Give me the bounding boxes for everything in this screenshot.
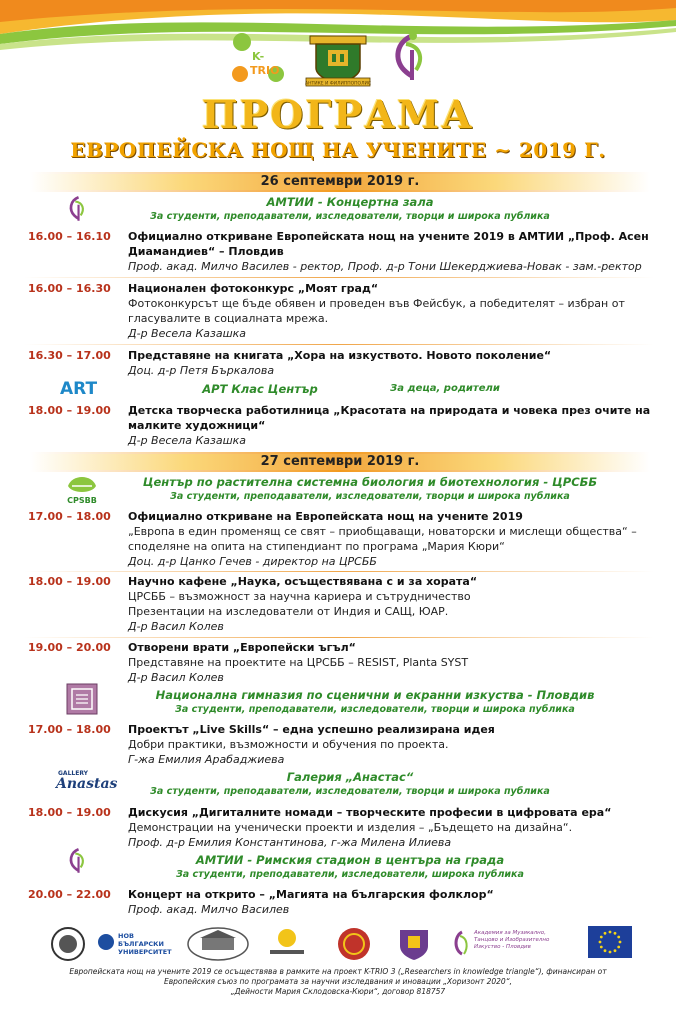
event-description: Представяне на проектите на ЦРСББ – RESIST, Planta SYST — [128, 656, 469, 669]
event-presenter: Проф. акад. Милчо Василев - ректор, Проф. д-р Тони Шекерджиева-Новак - зам.-ректор — [128, 260, 642, 273]
footer-logos — [40, 926, 640, 966]
event-time: 18.00 – 19.00 — [28, 575, 111, 588]
event-block — [128, 574, 658, 634]
event-title: Национален фотоконкурс „Моят град“ — [128, 282, 379, 295]
plovdiv-coat-of-arms — [302, 32, 374, 88]
svg-text:НОВ: НОВ — [118, 932, 134, 940]
event-block — [128, 348, 658, 378]
university-logo — [262, 926, 312, 966]
event-title: Представяне на книгата „Хора на изкуството. Новото поколение“ — [128, 349, 552, 362]
event-presenter: Проф. д-р Емилия Константинова, г-жа Милена Илиева — [128, 836, 452, 849]
funding-note-line-3: „Дейности Мария Склодовска-Кюри“, договор 818757 — [230, 987, 446, 996]
event-title: Проектът „Live Skills“ – една успешно реализирана идея — [128, 723, 495, 736]
event-presenter: Д-р Весела Казашка — [128, 434, 247, 447]
svg-text:ART: ART — [60, 379, 98, 399]
event-presenter: Д-р Васил Колев — [128, 671, 224, 684]
event-title: Научно кафене „Наука, осъществявана с и за хората“ — [128, 575, 478, 588]
event-title: Отворени врати „Европейски ъгъл“ — [128, 641, 356, 654]
k-trio-logo — [228, 30, 288, 86]
event-block — [128, 509, 658, 569]
event-presenter: Доц. д-р Цанко Гечев - директор на ЦРСББ — [128, 555, 377, 568]
event-description: „Европа в един променящ се свят – приобщаващи, новаторски и мислещи общества“ – споделяне на опита на стипендиант по програма „Мария Кюри“ — [128, 525, 637, 553]
event-block — [128, 805, 658, 850]
funding-note — [30, 967, 646, 997]
event-time: 19.00 – 20.00 — [28, 641, 111, 654]
header-logos — [0, 30, 676, 90]
event-title: Детска творческа работилница „Красотата на природата и човека през очите на малките художници“ — [128, 404, 651, 432]
venue-audience: За студенти, преподаватели, изследователи, широка публика — [176, 869, 524, 880]
venue-title: Галерия „Анастас“ — [286, 770, 414, 784]
day-1-date-bar: 26 септември 2019 г. — [30, 172, 650, 192]
cpsbb-logo — [62, 472, 102, 510]
venue-audience: За студенти, преподаватели, изследователи, творци и широка публика — [150, 211, 550, 222]
event-block — [128, 229, 658, 274]
amtii-logo — [386, 30, 436, 86]
venue-audience: За студенти, преподаватели, изследователи, творци и широка публика — [175, 704, 575, 715]
event-presenter: Г-жа Емилия Арабаджиева — [128, 753, 285, 766]
shield-logo — [396, 926, 432, 966]
event-description: ЦРСББ – възможност за научна кариера и сътрудничество — [128, 590, 471, 603]
separator — [24, 637, 654, 638]
venue-title: Национална гимназия по сценични и екранни изкуства - Пловдив — [155, 688, 595, 702]
eu-flag-logo — [588, 926, 632, 962]
event-block — [128, 887, 658, 917]
venue-title: АРТ Клас Център — [202, 382, 318, 396]
ngsei-logo — [66, 683, 98, 719]
svg-text:CPSBB: CPSBB — [67, 496, 97, 505]
svg-text:Anastas: Anastas — [56, 776, 118, 792]
event-time: 18.00 – 19.00 — [28, 806, 111, 819]
event-title: Дискусия „Дигиталните номади – творческите професии в цифровата ера“ — [128, 806, 612, 819]
venue-title: АМТИИ - Концертна зала — [266, 195, 434, 209]
venue-audience: За деца, родители — [390, 383, 500, 394]
red-emblem-logo — [336, 926, 372, 966]
separator — [24, 344, 654, 345]
event-presenter: Доц. д-р Петя Бъркалова — [128, 364, 275, 377]
funding-note-line-2: Европейския съюз по програмата за научни изследвания и иновации „Хоризонт 2020“, — [164, 977, 512, 986]
day-2-date-bar: 27 септември 2019 г. — [30, 452, 650, 472]
nbu-logo — [96, 926, 176, 966]
event-time: 17.00 – 18.00 — [28, 510, 111, 523]
palace-logo — [186, 926, 250, 966]
event-block — [128, 281, 658, 341]
event-time: 16.30 – 17.00 — [28, 349, 111, 362]
event-block — [128, 640, 658, 685]
page-title: ПРОГРАМА — [201, 92, 475, 137]
svg-text:GALLERY: GALLERY — [58, 770, 88, 777]
separator — [24, 277, 654, 278]
event-time: 16.00 – 16.10 — [28, 230, 111, 243]
event-title: Официално откриване на Европейската нощ на учените 2019 — [128, 510, 523, 523]
svg-text:K-: K- — [252, 50, 265, 63]
venue-audience: За студенти, преподаватели, изследователи, творци и широка публика — [170, 491, 570, 502]
seal-logo — [50, 926, 86, 966]
event-description: Фотоконкурсът ще бъде обявен и проведен във Фейсбук, а победителят – избран от гласувалите в социалната мрежа. — [128, 297, 625, 325]
event-title: Концерт на открито – „Магията на българския фолклор“ — [128, 888, 494, 901]
event-presenter: Д-р Васил Колев — [128, 620, 224, 633]
event-description: Добри практики, възможности и обучения по проекта. — [128, 738, 449, 751]
funding-note-line-1: Европейската нощ на учените 2019 се осъществява в рамките на проект K-TRIO 3 („Researchers in knowledge triangle“), финансиран от — [69, 967, 607, 976]
svg-text:TRIO: TRIO — [250, 64, 280, 77]
svg-text:БЪЛГАРСКИ: БЪЛГАРСКИ — [118, 940, 164, 948]
event-presenter: Д-р Весела Казашка — [128, 327, 247, 340]
svg-text:АНТИКЕ И ФИЛИППОПОЛИС: АНТИКЕ И ФИЛИППОПОЛИС — [305, 81, 371, 87]
event-block — [128, 403, 658, 448]
event-time: 20.00 – 22.00 — [28, 888, 111, 901]
svg-text:УНИВЕРСИТЕТ: УНИВЕРСИТЕТ — [118, 948, 172, 956]
venue-audience: За студенти, преподаватели, изследователи, творци и широка публика — [150, 786, 550, 797]
separator — [24, 571, 654, 572]
event-description: Демонстрации на ученически проекти и изделия – „Бъдещето на дизайна“. — [128, 821, 573, 834]
academy-logo: Академия за Музикално, Танцово и Изобразително Изкуство - Пловдив — [452, 926, 572, 966]
venue-title: АМТИИ - Римския стадион в центъра на града — [195, 853, 505, 867]
venue-title: Център по растителна системна биология и биотехнология - ЦРСББ — [142, 475, 598, 489]
event-time: 18.00 – 19.00 — [28, 404, 111, 417]
event-presenter: Проф. акад. Милчо Василев — [128, 903, 290, 916]
event-time: 16.00 – 16.30 — [28, 282, 111, 295]
event-title: Официално откриване Европейската нощ на учените 2019 в АМТИИ „Проф. Асен Диамандиев“ – Пловдив — [128, 230, 649, 258]
event-time: 17.00 – 18.00 — [28, 723, 111, 736]
page-subtitle: ЕВРОПЕЙСКА НОЩ НА УЧЕНИТЕ ~ 2019 Г. — [70, 138, 606, 162]
art-class-logo — [60, 378, 116, 402]
event-description-2: Презентации на изследователи от Индия и САЩ, ЮАР. — [128, 605, 449, 618]
event-block — [128, 722, 658, 767]
